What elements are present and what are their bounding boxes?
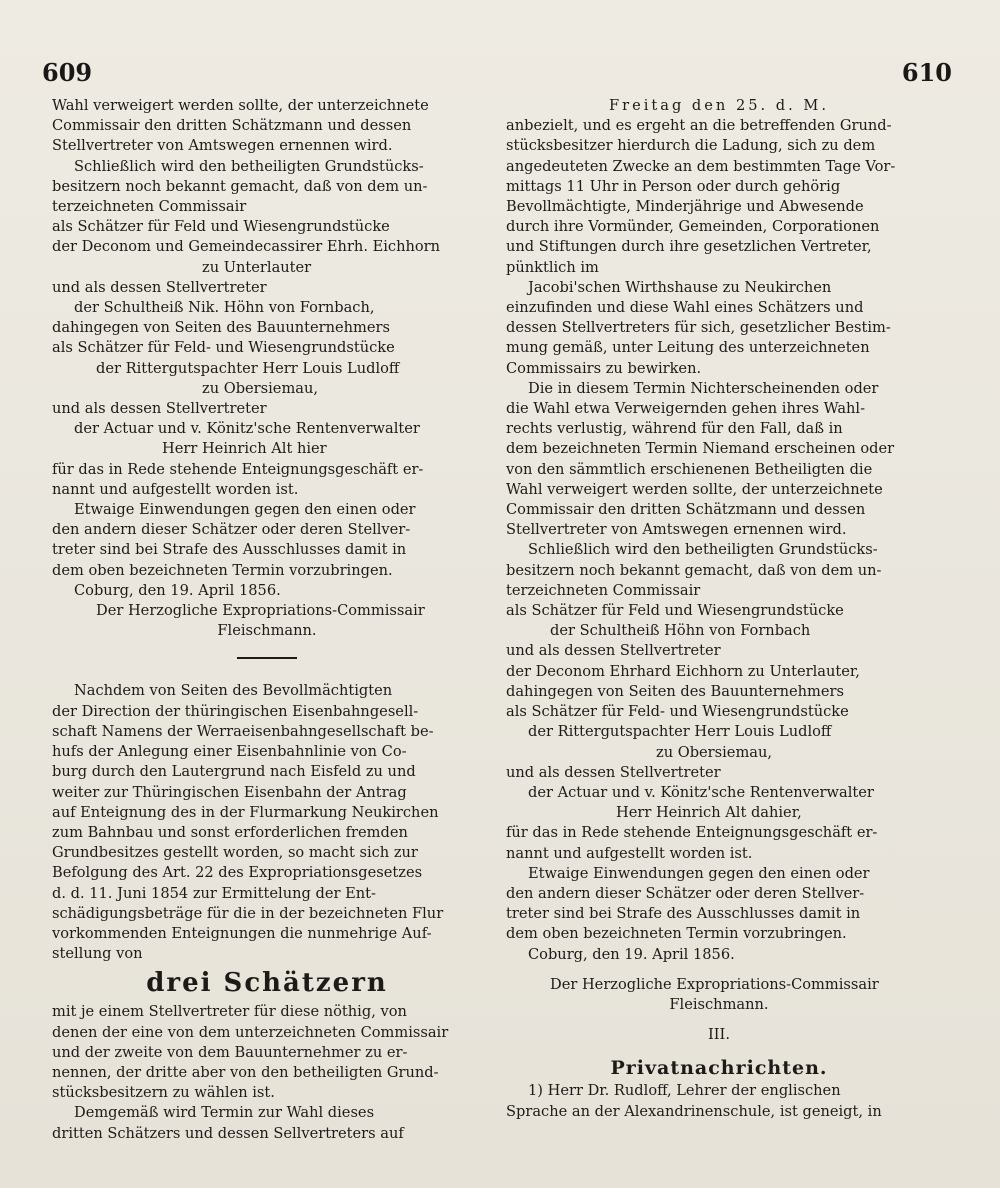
text-line: der Direction der thüringischen Eisenbahngesell- [52,702,419,720]
left-column [52,96,482,1144]
text-line: Etwaige Einwendungen gegen den einen oder [528,864,870,882]
appointment-line: der Schultheiß Höhn von Fornbach [550,622,811,640]
date-line: Coburg, den 19. April 1856. [74,581,281,599]
signature: Fleischmann. [217,622,317,640]
paragraph [52,96,482,157]
appointment-line: als Schätzer für Feld und Wiesengrundstücke [52,218,390,236]
paragraph [52,500,482,581]
text-line: terzeichneten Commissair [52,198,247,216]
text-line: burg durch den Lautergrund nach Eisfeld zu und [52,763,416,781]
text-line: weiter zur Thüringischen Eisenbahn der Antrag [52,783,407,801]
text-line: mung gemäß, unter Leitung des unterzeichneten [506,339,870,357]
text-line: Nachdem von Seiten des Bevollmächtigten [74,682,393,700]
appointment-line: und als dessen Stellvertreter [52,400,267,418]
paragraph [506,540,932,601]
text-line: Commissairs zu bewirken. [506,359,702,377]
text-line: die Wahl etwa Verweigernden gehen ihres Wahl- [506,400,866,418]
text-line: von den sämmtlich erschienenen Betheiligten die [506,460,873,478]
signature: Fleischmann. [669,995,769,1013]
paragraph [506,116,932,278]
text-line: stellung von [52,945,143,963]
paragraph [506,1081,932,1121]
text-line: nannt und aufgestellt worden ist. [52,480,299,498]
appointment-line: der Actuar und v. Könitz'sche Rentenverwalter [528,783,874,801]
page-number-left: 609 [42,58,93,87]
paragraph [506,278,932,379]
text-line: anbezielt, und es ergeht an die betreffenden Grund- [506,117,892,135]
paragraph [52,1002,482,1103]
text-line: den andern dieser Schätzer oder deren Stellver- [52,521,411,539]
section-number: III. [708,1026,730,1044]
text-line: Commissair den dritten Schätzmann und dessen [506,501,866,519]
paragraph [52,681,482,964]
text-line: den andern dieser Schätzer oder deren Stellver- [506,884,865,902]
appointment-line: der Rittergutspachter Herr Louis Ludloff [96,359,400,377]
appointment-line: der Deconom und Gemeindecassirer Ehrh. Eichhorn [52,238,441,256]
text-line: pünktlich im [506,258,599,276]
date-line: Freitag den 25. d. M. [608,97,830,114]
text-line: Grundbesitzes gestellt worden, so macht sich zur [52,844,418,862]
text-line: schaft Namens der Werraeisenbahngesellschaft be- [52,722,434,740]
section-title: Privatnachrichten. [610,1057,828,1080]
text-line: und Stiftungen durch ihre gesetzlichen Vertreter, [506,238,872,256]
text-line: Wahl verweigert werden sollte, der unterzeichnete [506,480,883,498]
paragraph [52,157,482,218]
text-line: dem bezeichneten Termin Niemand erscheinen oder [506,440,895,458]
text-line: Schließlich wird den betheiligten Grundstücks- [74,157,424,175]
text-line: Commissair den dritten Schätzmann und dessen [52,117,412,135]
appointment-line: Herr Heinrich Alt hier [162,440,327,458]
appointment-line: dahingegen von Seiten des Bauunternehmers [506,682,844,700]
appointment-line: Herr Heinrich Alt dahier, [616,804,802,822]
text-line: auf Enteignung des in der Flurmarkung Neukirchen [52,803,439,821]
paragraph [506,864,932,945]
appointment-line: der Actuar und v. Könitz'sche Rentenverwalter [74,420,420,438]
paragraph [52,1103,482,1143]
appointment-line: zu Obersiemau, [202,379,319,397]
text-line: einzufinden und diese Wahl eines Schätzers und [506,299,864,317]
appointment-line: der Schultheiß Nik. Höhn von Fornbach, [74,299,375,317]
text-line: vorkommenden Enteignungen die nunmehrige Auf- [52,924,432,942]
text-line: d. d. 11. Juni 1854 zur Ermittelung der Ent- [52,884,376,902]
text-line: zum Bahnbau und sonst erforderlichen fremden [52,823,408,841]
text-line: und der zweite von dem Bauunternehmer zu er- [52,1043,408,1061]
text-line: Stellvertreter von Amtswegen ernennen wird. [506,521,847,539]
text-line: schädigungsbeträge für die in der bezeichneten Flur [52,904,444,922]
text-line: dritten Schätzers und dessen Sellvertreters auf [52,1124,404,1142]
text-line: dem oben bezeichneten Termin vorzubringen. [506,925,847,943]
paragraph [506,823,932,863]
appointment-line: und als dessen Stellvertreter [52,278,267,296]
text-line: Sprache an der Alexandrinenschule, ist geneigt, in [506,1102,882,1120]
text-line: rechts verlustig, während für den Fall, daß in [506,420,843,438]
appointment-line: zu Obersiemau, [656,743,773,761]
text-line: besitzern noch bekannt gemacht, daß von dem un- [506,561,882,579]
text-line: Die in diesem Termin Nichterscheinenden oder [528,379,879,397]
text-line: besitzern noch bekannt gemacht, daß von dem un- [52,177,428,195]
text-line: für das in Rede stehende Enteignungsgeschäft er- [506,824,878,842]
commissioner-line: Der Herzogliche Expropriations-Commissair [96,602,425,620]
text-line: angedeuteten Zwecke an dem bestimmten Tage Vor- [506,157,896,175]
text-line: mit je einem Stellvertreter für diese nöthig, von [52,1003,407,1021]
appointment-line: als Schätzer für Feld und Wiesengrundstücke [506,602,844,620]
appointment-line: zu Unterlauter [202,258,312,276]
appointment-line: und als dessen Stellvertreter [506,763,721,781]
text-line: für das in Rede stehende Enteignungsgeschäft er- [52,460,424,478]
text-line: Bevollmächtigte, Minderjährige und Abwesende [506,198,864,216]
appointment-line: und als dessen Stellvertreter [506,642,721,660]
text-line: stücksbesitzer hierdurch die Ladung, sich zu dem [506,137,876,155]
text-line: treter sind bei Strafe des Ausschlusses damit in [52,541,407,559]
text-line: treter sind bei Strafe des Ausschlusses damit in [506,905,861,923]
paragraph [52,460,482,500]
appointment-line: der Rittergutspachter Herr Louis Ludloff [528,723,832,741]
text-line: hufs der Anlegung einer Eisenbahnlinie von Co- [52,743,407,761]
appointment-line: der Deconom Ehrhard Eichhorn zu Unterlauter, [506,662,860,680]
text-line: stücksbesitzern zu wählen ist. [52,1084,275,1102]
paragraph [506,379,932,541]
text-line: Wahl verweigert werden sollte, der unterzeichnete [52,97,429,114]
text-line: terzeichneten Commissair [506,581,701,599]
text-line: Jacobi'schen Wirthshause zu Neukirchen [528,278,832,296]
text-line: nannt und aufgestellt worden ist. [506,844,753,862]
appointment-line: dahingegen von Seiten des Bauunternehmers [52,319,390,337]
text-line: denen der eine von dem unterzeichneten Commissair [52,1023,449,1041]
text-line: Demgemäß wird Termin zur Wahl dieses [74,1104,375,1122]
commissioner-line: Der Herzogliche Expropriations-Commissair [550,975,879,993]
text-line: dem oben bezeichneten Termin vorzubringen. [52,561,393,579]
text-line: Stellvertreter von Amtswegen ernennen wird. [52,137,393,155]
text-line: dessen Stellvertreters für sich, gesetzlicher Bestim- [506,319,891,337]
text-line: durch ihre Vormünder, Gemeinden, Corporationen [506,218,880,236]
text-line: mittags 11 Uhr in Person oder durch gehörig [506,177,841,195]
text-line: Schließlich wird den betheiligten Grundstücks- [528,541,878,559]
appointment-line: als Schätzer für Feld- und Wiesengrundstücke [506,703,849,721]
divider [237,657,297,659]
text-line: nennen, der dritte aber von den betheiligten Grund- [52,1063,439,1081]
text-line: 1) Herr Dr. Rudloff, Lehrer der englischen [528,1082,841,1100]
section-heading: drei Schätzern [146,968,388,999]
text-line: Befolgung des Art. 22 des Expropriationsgesetzes [52,864,423,882]
text-line: Etwaige Einwendungen gegen den einen oder [74,501,416,519]
right-column [506,96,932,1122]
appointment-line: als Schätzer für Feld- und Wiesengrundstücke [52,339,395,357]
date-line: Coburg, den 19. April 1856. [528,945,735,963]
page-number-right: 610 [901,58,952,87]
